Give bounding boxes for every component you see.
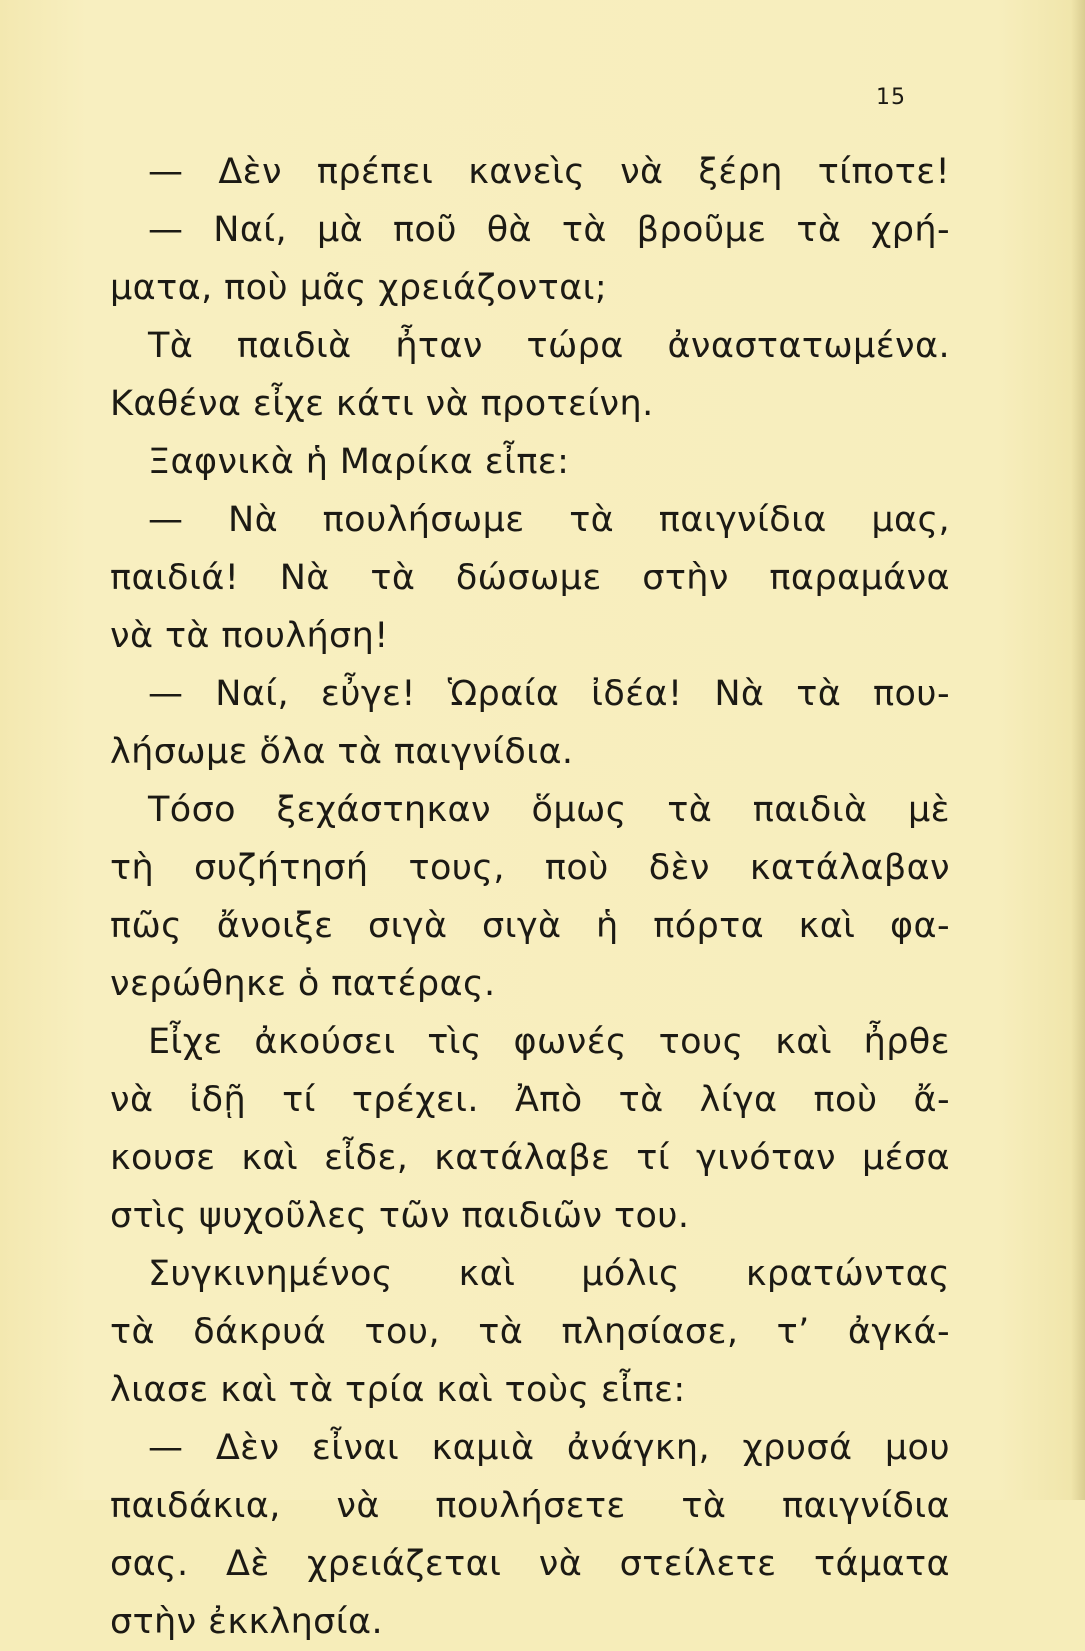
text-line: Καθένα εἶχε κάτι νὰ προτείνη. <box>110 384 654 424</box>
text-line: κουσε καὶ εἶδε, κατάλαβε τί γινόταν μέσα <box>110 1138 950 1178</box>
text-line: — Δὲν εἶναι καμιὰ ἀνάγκη, χρυσά μου <box>148 1428 950 1468</box>
text-line: ματα, ποὺ μᾶς χρειάζονται; <box>110 268 608 308</box>
text-line: παιδάκια, νὰ πουλήσετε τὰ παιγνίδια <box>110 1486 950 1526</box>
text-line: — Ναί, εὖγε! Ὡραία ἰδέα! Νὰ τὰ που- <box>148 674 950 714</box>
text-line: παιδιά! Νὰ τὰ δώσωμε στὴν παραμάνα <box>110 558 950 598</box>
text-line: πῶς ἄνοιξε σιγὰ σιγὰ ἡ πόρτα καὶ φα- <box>110 906 950 946</box>
text-line: νερώθηκε ὁ πατέρας. <box>110 964 496 1004</box>
text-line: στὶς ψυχοῦλες τῶν παιδιῶν του. <box>110 1196 690 1236</box>
text-line: λήσωμε ὅλα τὰ παιγνίδια. <box>110 732 574 772</box>
text-line: τὰ δάκρυά του, τὰ πλησίασε, τ’ ἀγκά- <box>110 1312 950 1352</box>
page-edge-shadow <box>1071 0 1085 1500</box>
text-line: σας. Δὲ χρειάζεται νὰ στείλετε τάματα <box>110 1544 950 1584</box>
text-line: Τὰ παιδιὰ ἦταν τώρα ἀναστατωμένα. <box>148 326 950 366</box>
text-line: νὰ τὰ πουλήση! <box>110 616 389 656</box>
text-line: Ξαφνικὰ ἡ Μαρίκα εἶπε: <box>148 442 570 482</box>
text-line: — Ναί, μὰ ποῦ θὰ τὰ βροῦμε τὰ χρή- <box>148 210 950 250</box>
text-line: — Νὰ πουλήσωμε τὰ παιγνίδια μας, <box>148 500 950 540</box>
text-line: Εἶχε ἀκούσει τὶς φωνές τους καὶ ἦρθε <box>148 1022 950 1062</box>
text-line: — Δὲν πρέπει κανεὶς νὰ ξέρη τίποτε! <box>148 152 950 192</box>
text-line: τὴ συζήτησή τους, ποὺ δὲν κατάλαβαν <box>110 848 950 888</box>
body-text <box>110 143 950 1651</box>
text-line: στὴν ἐκκλησία. <box>110 1602 384 1642</box>
text-line: Τόσο ξεχάστηκαν ὅμως τὰ παιδιὰ μὲ <box>148 790 950 830</box>
text-line: νὰ ἰδῇ τί τρέχει. Ἀπὸ τὰ λίγα ποὺ ἄ- <box>110 1080 950 1120</box>
text-line: λιασε καὶ τὰ τρία καὶ τοὺς εἶπε: <box>110 1370 686 1410</box>
text-line: Συγκινημένος καὶ μόλις κρατώντας <box>148 1254 950 1294</box>
page-number: 15 <box>876 85 906 110</box>
